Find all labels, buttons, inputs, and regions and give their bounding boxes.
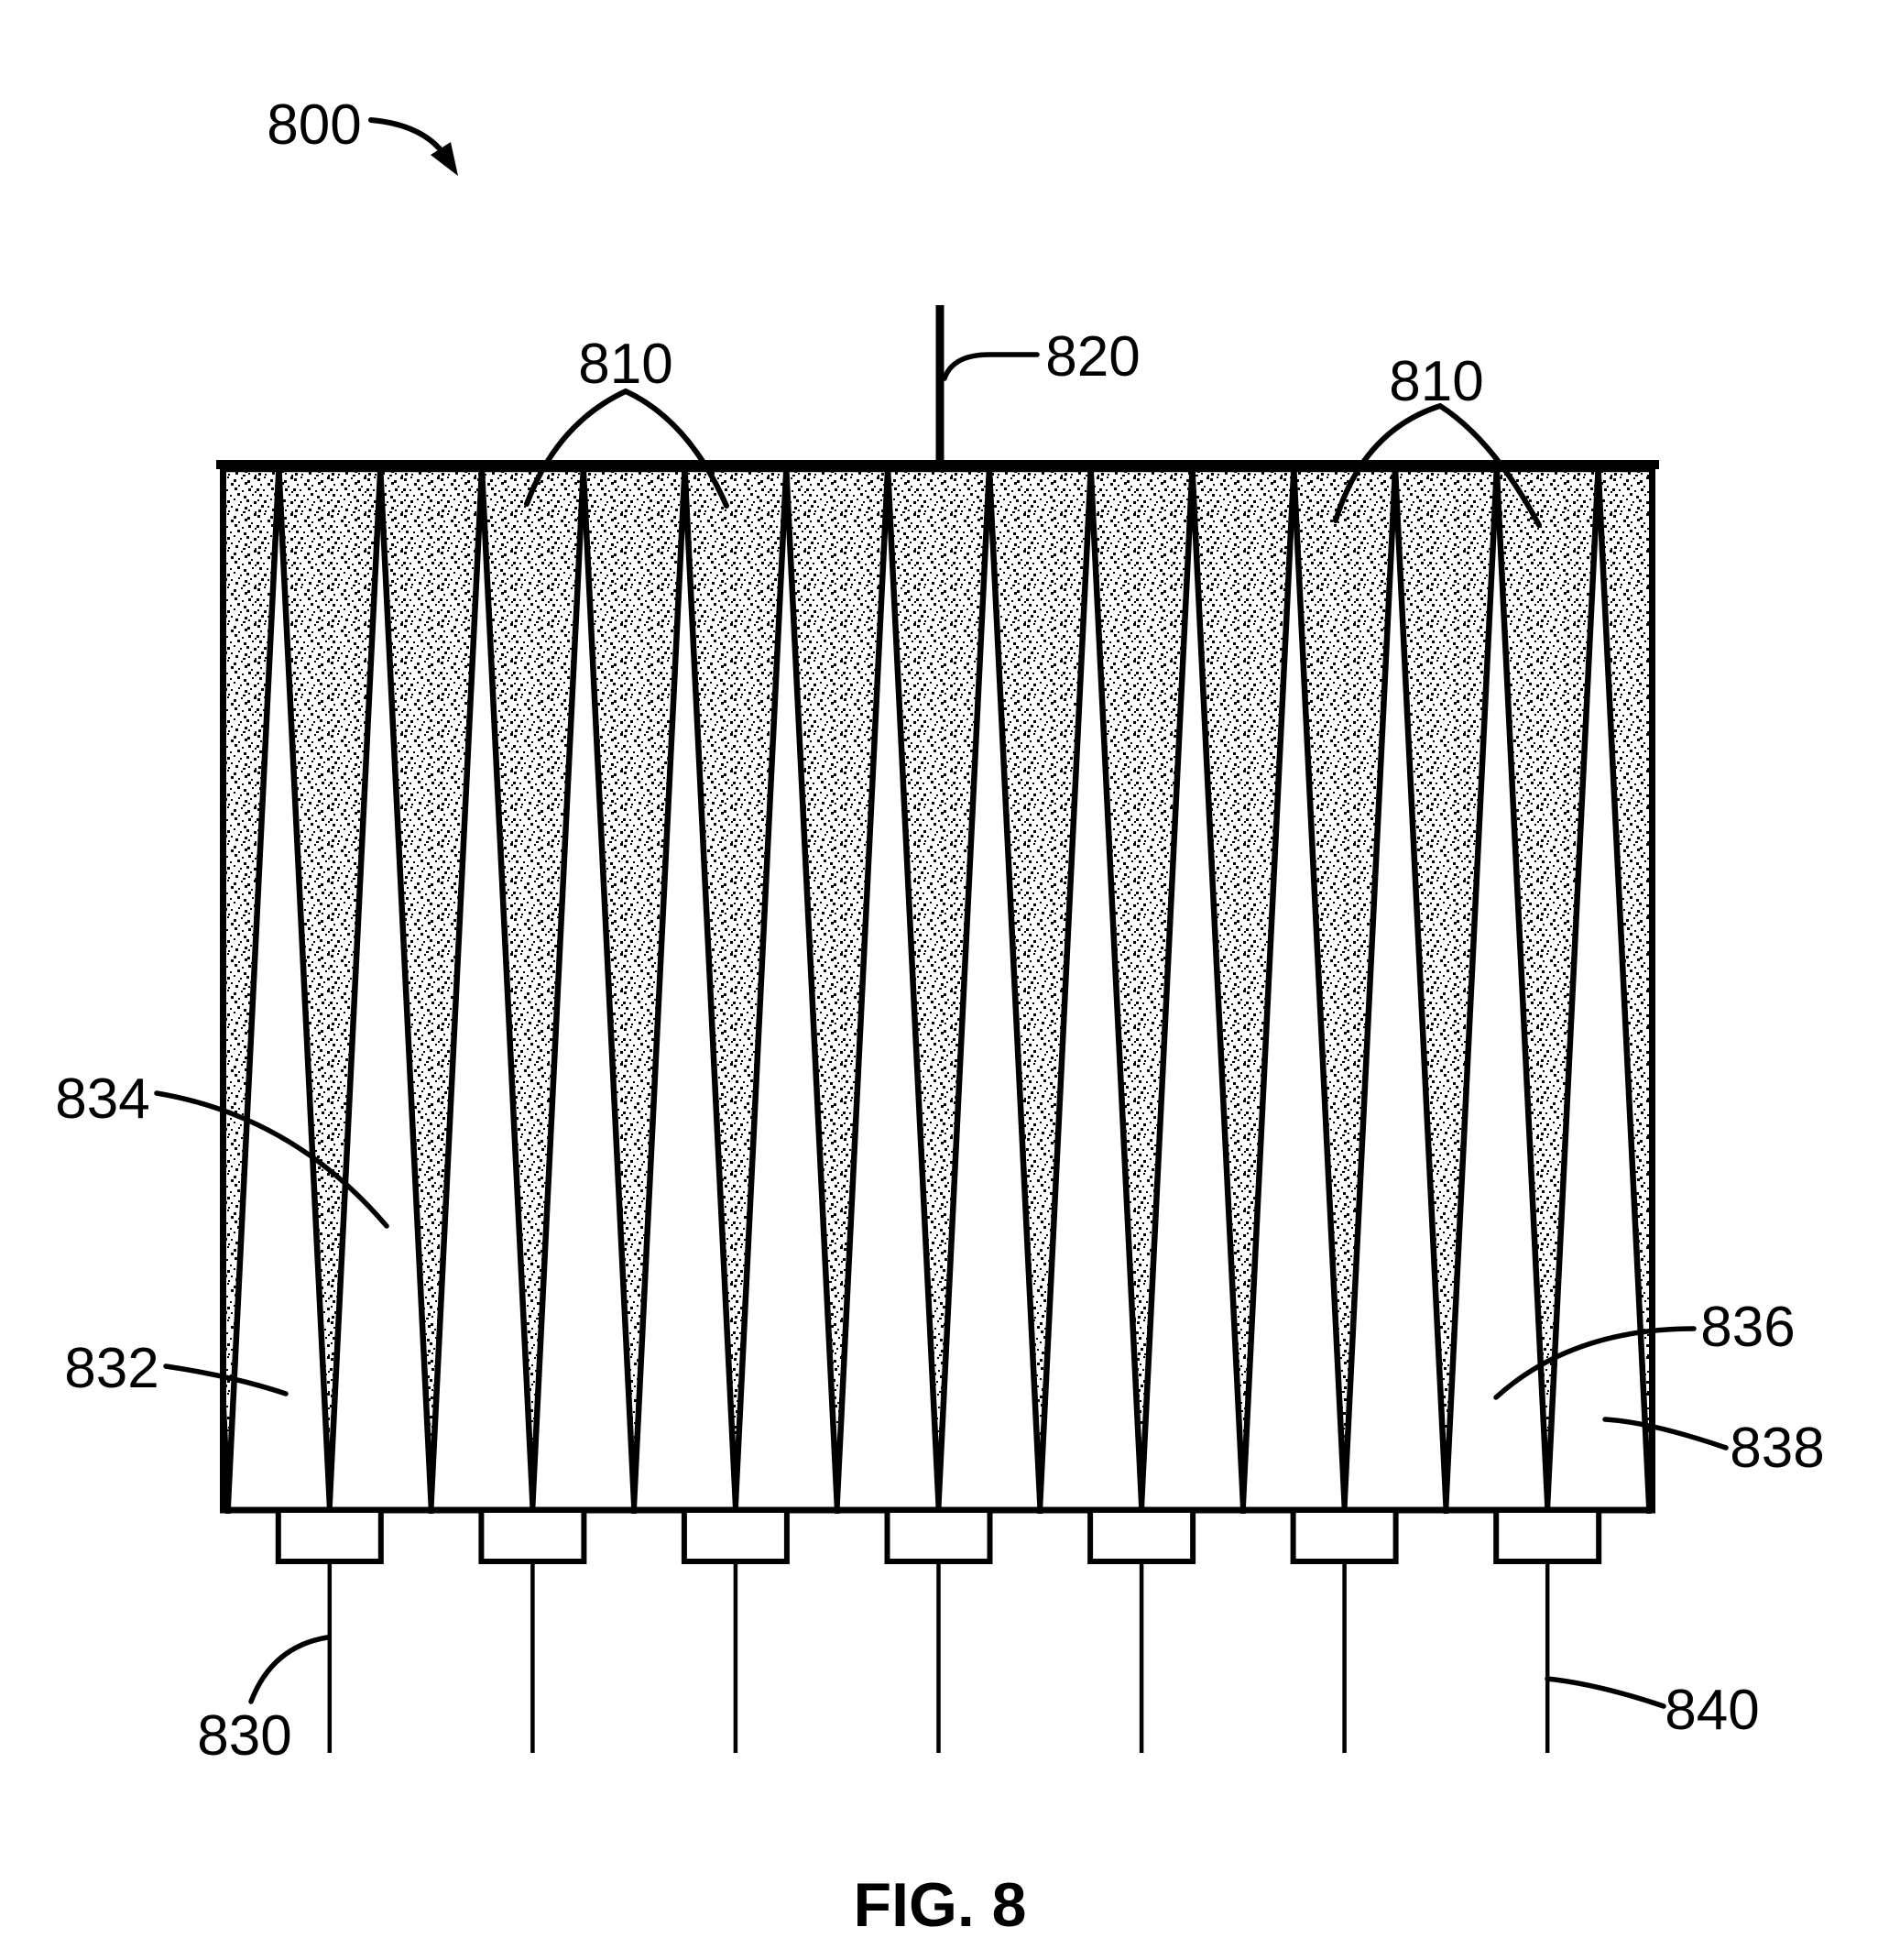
lead-wire-row — [330, 1561, 1547, 1753]
contact-tab — [481, 1510, 584, 1561]
ref-label-832: 832 — [64, 1337, 159, 1400]
ref-label-838: 838 — [1730, 1417, 1825, 1480]
ref-836-leader — [1496, 1329, 1694, 1397]
ref-label-810-left: 810 — [578, 333, 673, 396]
transducer-element-tooth — [786, 469, 888, 1504]
transducer-element-tooth — [1294, 469, 1395, 1504]
transducer-element-tooth — [1091, 469, 1193, 1504]
figure-caption: FIG. 8 — [853, 1870, 1027, 1940]
transducer-element-tooth — [380, 469, 482, 1504]
ref-820-leader — [944, 355, 1037, 378]
contact-tab — [684, 1510, 787, 1561]
ref-834-leader — [157, 1093, 387, 1226]
contact-tab — [1090, 1510, 1193, 1561]
transducer-element-tooth — [888, 469, 989, 1504]
ref-label-836: 836 — [1700, 1296, 1796, 1359]
transducer-element-tooth — [482, 469, 584, 1504]
transducer-element-tooth — [685, 469, 787, 1504]
contact-tab-row — [278, 1510, 1599, 1561]
transducer-element-tooth — [584, 469, 685, 1504]
contact-tab — [1294, 1510, 1396, 1561]
transducer-element-tooth — [178, 469, 279, 1504]
ref-800-arrow-curve — [371, 120, 445, 156]
ref-838-leader — [1605, 1419, 1726, 1448]
transducer-element-tooth — [278, 469, 380, 1504]
ref-label-834: 834 — [55, 1068, 150, 1131]
transducer-element-tooth — [989, 469, 1091, 1504]
ref-label-800: 800 — [267, 93, 362, 157]
transducer-element-array — [178, 469, 1700, 1504]
ref-label-810-right: 810 — [1389, 350, 1484, 413]
ref-840-leader — [1547, 1679, 1664, 1706]
transducer-element-tooth — [1193, 469, 1294, 1504]
ref-830-leader — [251, 1637, 327, 1702]
contact-tab — [278, 1510, 381, 1561]
ref-label-820: 820 — [1045, 325, 1141, 389]
transducer-element-tooth — [1395, 469, 1497, 1504]
contact-tab — [1496, 1510, 1599, 1561]
ref-label-830: 830 — [197, 1704, 292, 1768]
ref-label-840: 840 — [1665, 1679, 1760, 1742]
contact-tab — [888, 1510, 990, 1561]
